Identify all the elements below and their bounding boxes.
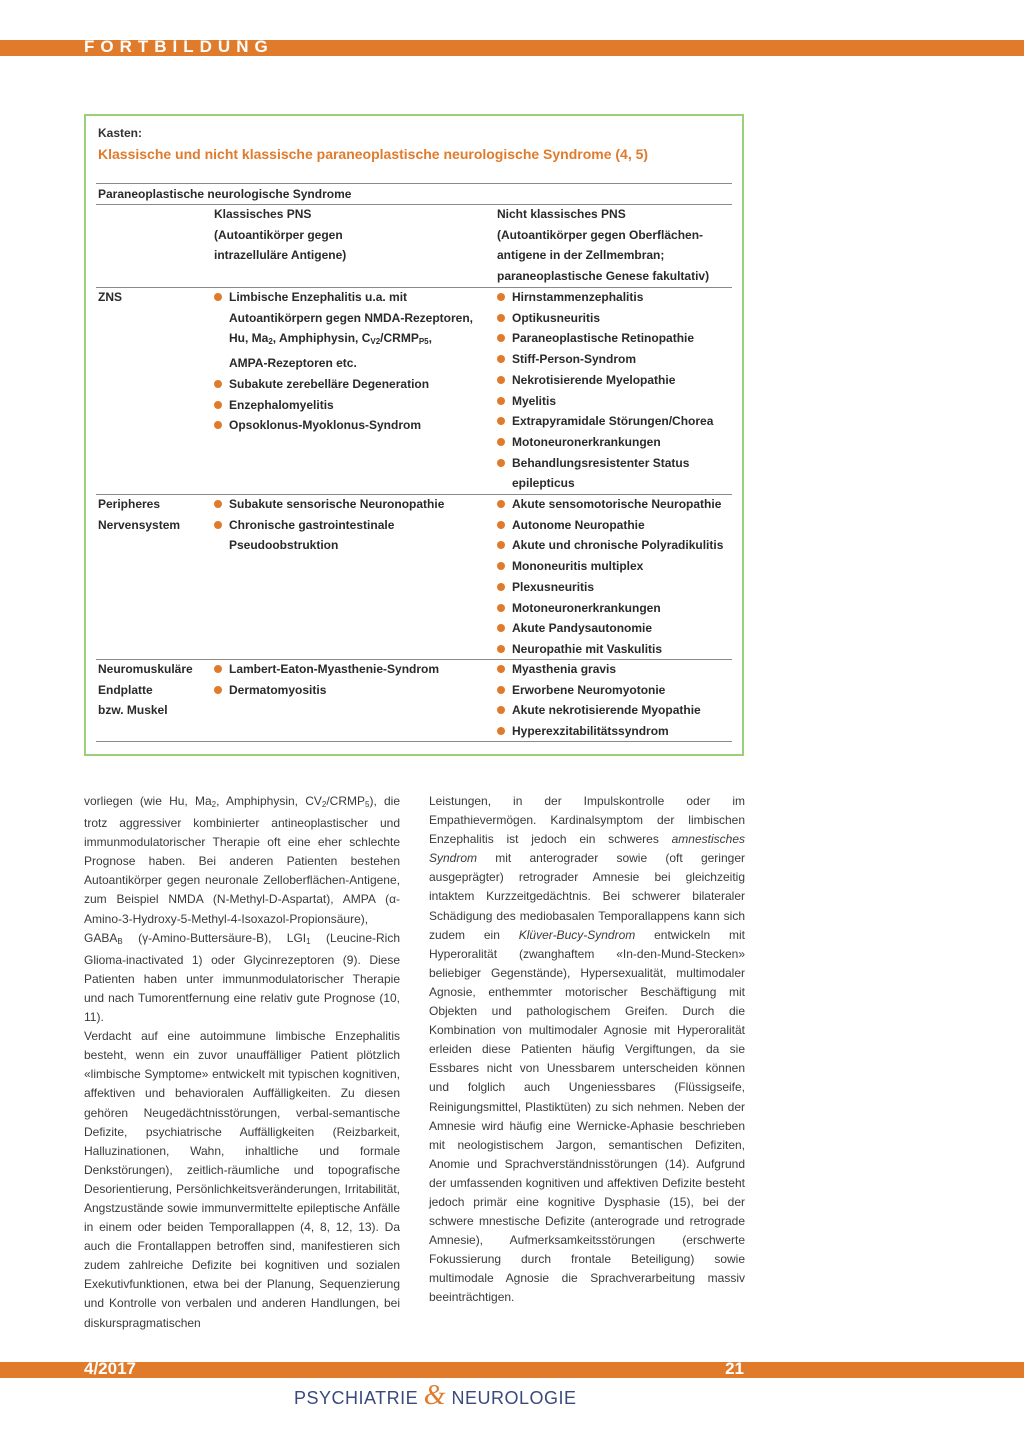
bullet-icon <box>214 665 222 673</box>
list-item: Limbische Enzephalitis u.a. mit <box>214 287 473 308</box>
list-item: Chronische gastrointestinale <box>214 515 444 536</box>
body-column-left <box>84 792 400 1333</box>
box-label: Kasten: <box>98 126 143 140</box>
nmj-classic-list <box>214 659 439 700</box>
bullet-icon <box>497 665 505 673</box>
paragraph: Leistungen, in der Impulskontrolle oder im Empathievermögen. Kardinalsymptom der limbischen Enzephalitis ist jedoch ein schweres amnestisches Syndrom mit anterograder sowie (oft geringer ausgeprägter) retrograder Amnesie bei gleichzeitig intaktem Kurzzeitgedächtnis. Bei schwerer bilateraler Schädigung des mediobasalen Temporallappens kann sich zudem ein Klüver-Bucy-Syndrom entwickeln mit Hyperoralität (zwanghaftem «In-den-Mund-Stecken» beliebiger Gegenstände), Hypersexualität, multimodaler Agnosie, enthemmter motorischer Beschäftigung mit Objekten und pathologischem Greifen. Durch die Kombination von multimodaler Agnosie mit Hyperoralität erleiden diese Patienten häufig Vergiftungen, da sie Essbares nicht von Unessbarem unterscheiden können und folglich auch Ungeniessbares (Flüssigseife, Reinigungsmittel, Plastiktüten) zu sich nehmen. Neben der Amnesie wird häufig eine Wernicke-Aphasie beschrieben mit neologistischem Jargon, semantischen Defiziten, Anomie und Sprachverständnisstörungen (14). Aufgrund der umfassenden kognitiven und affektiven Defizite besteht jedoch primär eine kognitive Dysphasie (15), bei der schwere mnestische Defizite (anterograde und retrograde Amnesie), Aufmerksamkeitsstörungen (erschwerte Fokussierung durch frontale Beteiligung) sowie multimodale Agnosie die Sprachverarbeitung massiv beeinträchtigen. <box>429 794 745 1305</box>
section-label: FORTBILDUNG <box>84 37 274 56</box>
box-title: Klassische und nicht klassische paraneoplastische neurologische Syndrome (4, 5) <box>98 146 649 162</box>
bullet-icon <box>497 686 505 694</box>
paragraph: Verdacht auf eine autoimmune limbische Enzephalitis besteht, wenn ein zuvor unauffälliger Patient plötzlich «limbische Symptome» entwickelt mit typischen kognitiven, affektiven und behavioralen Auffälligkeiten. Zu diesen gehören Neugedächtnisstörungen, verbal-semantische Defizite, psychiatrische Auffälligkeiten (Reizbarkeit, Halluzinationen, Wahn, inhaltliche und formale Denkstörungen), zeitlich-räumliche und topografische Desorientierung, Persönlichkeitsveränderungen, Irritabilität, Angstzustände sowie immunvermittelte epileptische Anfälle in einem oder beiden Temporallappen (4, 8, 12, 13). Da auch die Frontallappen betroffen sind, manifestieren sich zudem zahlreiche Defizite bei kognitiven und sozialen Exekutivfunktionen, etwa bei der Planung, Sequenzierung und Kontrolle von verbalen und anderen Handlungen, bei diskurspragmatischen <box>84 1029 400 1330</box>
pns-nonclassic-list <box>497 494 723 660</box>
list-item: Subakute sensorische Neuronopathie <box>214 494 444 515</box>
bullet-icon <box>497 334 505 342</box>
list-item: Optikusneuritis <box>497 308 713 329</box>
bullet-icon <box>497 376 505 384</box>
row-label-zns: ZNS <box>98 290 122 304</box>
table-rule-bottom <box>96 741 732 742</box>
list-item: Akute sensomotorische Neuropathie <box>497 494 723 515</box>
list-item: Enzephalomyelitis <box>214 395 473 416</box>
bullet-icon <box>497 293 505 301</box>
bullet-icon <box>497 541 505 549</box>
list-item: Stiff-Person-Syndrom <box>497 349 713 370</box>
issue-number: 4/2017 <box>84 1359 136 1378</box>
row-label-nmj: Neuromuskuläre Endplatte bzw. Muskel <box>98 662 193 718</box>
bullet-icon <box>214 401 222 409</box>
bullet-icon <box>497 583 505 591</box>
list-item: Motoneuronerkrankungen <box>497 432 713 453</box>
list-item: Paraneoplastische Retinopathie <box>497 328 713 349</box>
bullet-icon <box>497 645 505 653</box>
list-item: Neuropathie mit Vaskulitis <box>497 639 723 660</box>
zns-nonclassic-list: Hirnstammenzephalitis Optikusneuritis Paraneoplastische Retinopathie Stiff-Person-Syndrom Nekrotisierende Myelopathie Myelitis Extrapyramidale Störungen/Chorea Motoneuronerkrankungen Behandlungsresistenter Status epilepticus <box>497 287 713 494</box>
bullet-icon <box>497 397 505 405</box>
bullet-icon <box>214 380 222 388</box>
list-item: Myasthenia gravis <box>497 659 701 680</box>
list-item: Akute und chronische Polyradikulitis <box>497 535 723 556</box>
list-item: Plexusneuritis <box>497 577 723 598</box>
list-item: Lambert-Eaton-Myasthenie-Syndrom <box>214 659 439 680</box>
bullet-icon <box>497 604 505 612</box>
zns-classic-list: Limbische Enzephalitis u.a. mit Autoantikörpern gegen NMDA-Rezeptoren, Hu, $Ma_2$, Amphiphysin, $C_{V2}/CRMP_{P5}$, AMPA-Rezeptoren etc. Subakute zerebelläre Degeneration Enzephalomyelitis Opsoklonus-Myoklonus-Syndrom <box>214 287 473 436</box>
bullet-icon <box>214 521 222 529</box>
list-item: Hirnstammenzephalitis <box>497 287 713 308</box>
bullet-icon <box>497 314 505 322</box>
bullet-icon <box>497 459 505 467</box>
list-item: Nekrotisierende Myelopathie <box>497 370 713 391</box>
list-item: Mononeuritis multiplex <box>497 556 723 577</box>
pns-classic-list: Subakute sensorische Neuronopathie Chronische gastrointestinale Pseudoobstruktion <box>214 494 444 556</box>
list-item: Hyperexzitabilitätssyndrom <box>497 721 701 742</box>
bullet-icon <box>214 293 222 301</box>
table-title: Paraneoplastische neurologische Syndrome <box>98 187 352 201</box>
bullet-icon <box>497 521 505 529</box>
list-item: Akute Pandysautonomie <box>497 618 723 639</box>
bullet-icon <box>214 686 222 694</box>
journal-logo: PSYCHIATRIE & NEUROLOGIE <box>294 1380 577 1411</box>
list-item: Dermatomyositis <box>214 680 439 701</box>
body-column-right <box>429 792 745 1308</box>
list-item: Erworbene Neuromyotonie <box>497 680 701 701</box>
page-number: 21 <box>725 1359 744 1378</box>
list-item: Myelitis <box>497 391 713 412</box>
bottom-accent-bar <box>0 1362 1024 1378</box>
bullet-icon <box>497 706 505 714</box>
bullet-icon <box>497 417 505 425</box>
list-item: Behandlungsresistenter Status <box>497 453 713 474</box>
list-item: Extrapyramidale Störungen/Chorea <box>497 411 713 432</box>
bullet-icon <box>214 500 222 508</box>
list-item: Motoneuronerkrankungen <box>497 598 723 619</box>
list-item: Subakute zerebelläre Degeneration <box>214 374 473 395</box>
bullet-icon <box>497 727 505 735</box>
bullet-icon <box>497 355 505 363</box>
nmj-nonclassic-list <box>497 659 701 742</box>
bullet-icon <box>497 624 505 632</box>
bullet-icon <box>497 438 505 446</box>
list-item: Autonome Neuropathie <box>497 515 723 536</box>
col-header-classic: Klassisches PNS (Autoantikörper gegen intrazelluläre Antigene) <box>214 207 347 263</box>
bullet-icon <box>497 562 505 570</box>
bullet-icon <box>214 421 222 429</box>
paragraph: vorliegen (wie Hu, $Ma_2$, Amphiphysin, $CV_2/CRMP_5$), die trotz aggressiver kombinierter antineoplastischer und immunmodulatorischer Therapie oft eine eher schlechte Prognose haben. Bei anderen Patienten bestehen Autoantikörper gegen neuronale Zelloberflächen-Antigene, zum Beispiel NMDA (N-Methyl-D-Aspartat), AMPA (α-Amino-3-Hydroxy-5-Methyl-4-Isoxazol-Propionsäure), $GABA_B$ (γ-Amino-Buttersäure-B), $LGI_1$ (Leucine-Rich Glioma-inactivated 1) oder Glycinrezeptoren (9). Diese Patienten haben unter immunmodulatorischer Therapie und nach Tumorentfernung eine relativ gute Prognose (10, 11). <box>84 794 400 1025</box>
list-item: Akute nekrotisierende Myopathie <box>497 700 701 721</box>
bullet-icon <box>497 500 505 508</box>
list-item: Opsoklonus-Myoklonus-Syndrom <box>214 415 473 436</box>
row-label-pns: Peripheres Nervensystem <box>98 497 181 532</box>
col-header-nonclassic: Nicht klassisches PNS (Autoantikörper gegen Oberflächen- antigene in der Zellmembran; paraneoplastische Genese fakultativ) <box>497 207 710 284</box>
